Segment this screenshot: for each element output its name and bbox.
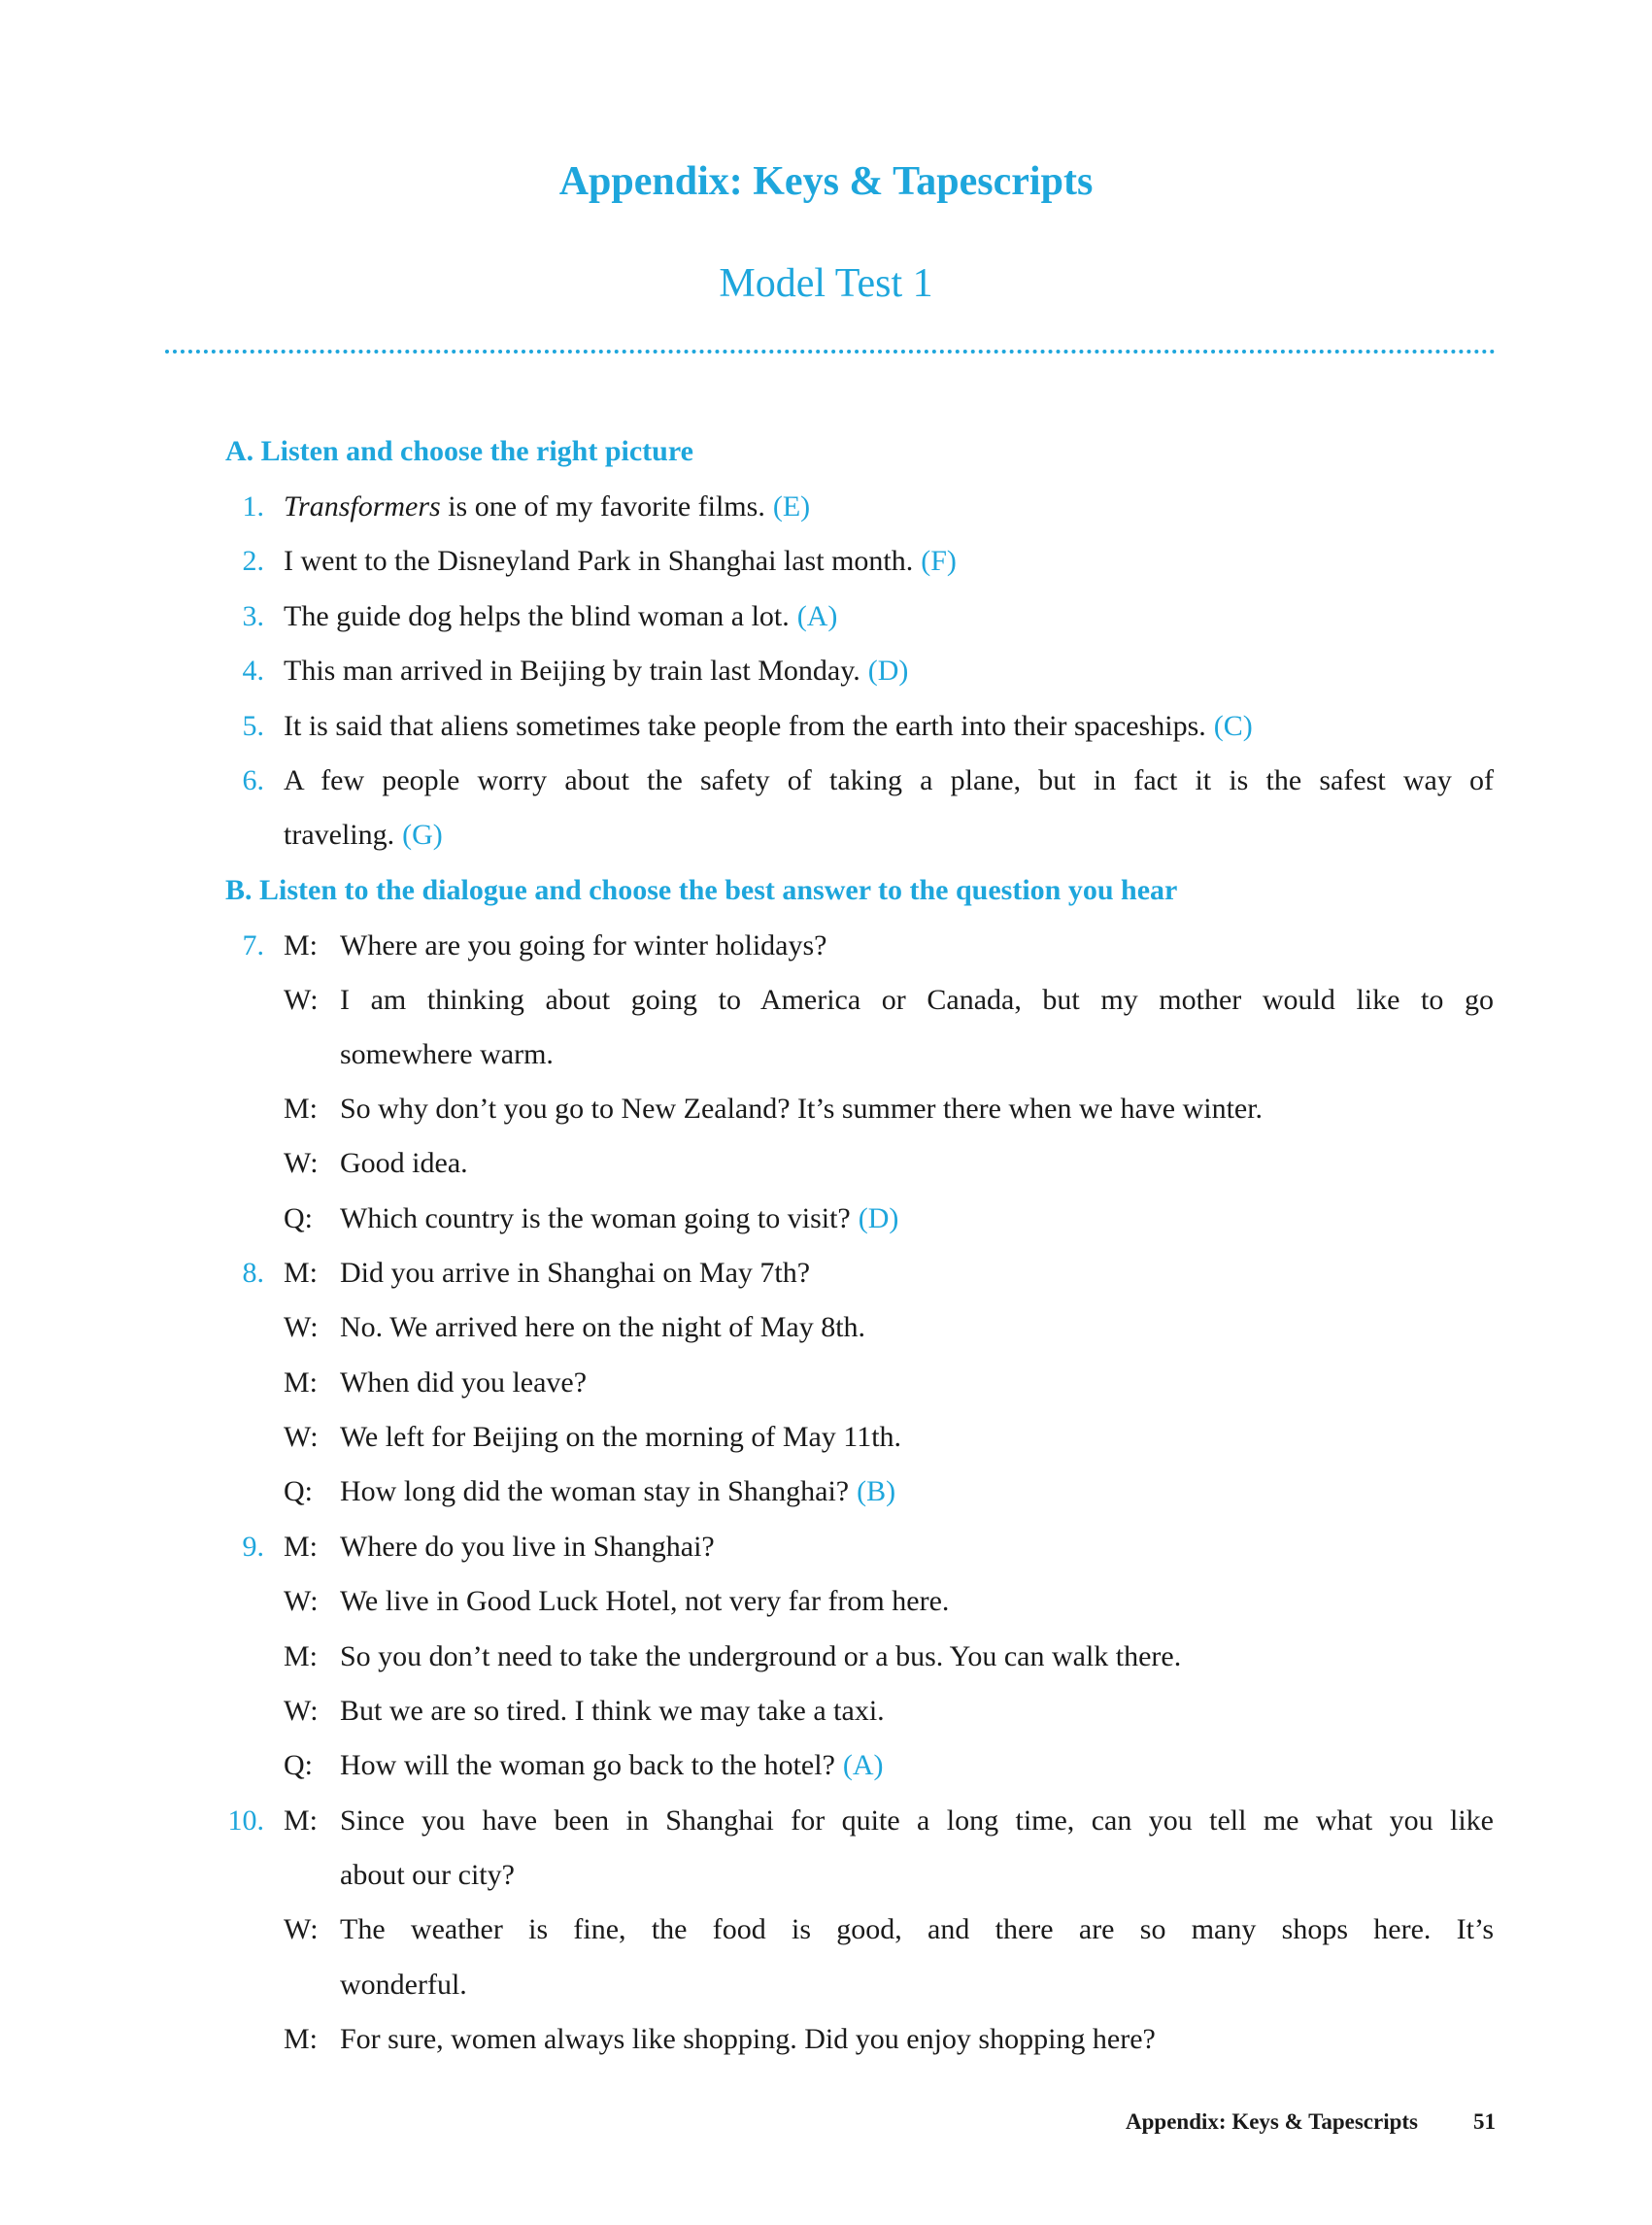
list-item <box>0 647 1652 695</box>
speaker-label: M: <box>284 1257 319 1289</box>
speaker-label: Q: <box>284 1475 313 1507</box>
item-text: Transformers is one of my favorite films. (E) <box>284 490 811 523</box>
item-text: The guide dog helps the blind woman a lot. (A) <box>284 600 838 632</box>
item-number: 1. <box>242 490 264 523</box>
item-text: It is said that aliens sometimes take people from the earth into their spaceships. (C) <box>284 710 1253 742</box>
question-line: Q: Which country is the woman going to visit? (D) <box>0 1195 1652 1243</box>
answer-key: (E) <box>772 490 811 523</box>
list-item <box>0 757 1652 805</box>
speaker-label: M: <box>284 2023 319 2055</box>
list-item <box>0 483 1652 531</box>
dialogue-line: 8. M: Did you arrive in Shanghai on May 7th? <box>0 1249 1652 1298</box>
answer-key: (D) <box>867 655 909 687</box>
list-item <box>0 592 1652 641</box>
page-title: Appendix: Keys & Tapescripts <box>558 159 1094 204</box>
item-number: 3. <box>242 600 264 632</box>
item-number: 10. <box>227 1804 264 1837</box>
item-text: A few people worry about the safety of taking a plane, but in fact it is the safest way of <box>284 764 1494 796</box>
item-number: 9. <box>242 1531 264 1563</box>
list-item <box>0 537 1652 586</box>
speaker-label: W: <box>284 984 319 1016</box>
speaker-label: W: <box>284 1311 319 1343</box>
speaker-label: W: <box>284 1585 319 1617</box>
dialogue-line: 7. M: Where are you going for winter holidays? <box>0 922 1652 970</box>
answer-key: (A) <box>796 600 838 632</box>
question-line: Q: How will the woman go back to the hotel? (A) <box>0 1741 1652 1790</box>
speaker-label: M: <box>284 1640 319 1672</box>
answer-key: (A) <box>842 1749 884 1781</box>
section-a-heading: A. Listen and choose the right picture <box>225 435 693 467</box>
answer-key: (G) <box>402 819 443 851</box>
answer-key: (C) <box>1213 710 1253 742</box>
item-number: 5. <box>242 710 264 742</box>
answer-key: (F) <box>921 545 957 577</box>
dialogue-line-continuation: about our city? <box>340 1859 515 1891</box>
speaker-label: M: <box>284 1804 319 1837</box>
section-b-heading: B. Listen to the dialogue and choose the best answer to the question you hear <box>225 874 1178 906</box>
footer-title: Appendix: Keys & Tapescripts <box>1126 2109 1418 2134</box>
speaker-label: M: <box>284 929 319 961</box>
speaker-label: W: <box>284 1147 319 1179</box>
item-text: traveling. (G) <box>284 819 443 851</box>
speaker-label: Q: <box>284 1202 313 1234</box>
dotted-divider <box>165 350 1496 354</box>
list-item-continuation <box>0 811 1652 860</box>
dialogue-line: W: We left for Beijing on the morning of May 11th. <box>0 1413 1652 1462</box>
dialogue-line: M: So you don’t need to take the underground or a bus. You can walk there. <box>0 1633 1652 1681</box>
speaker-label: W: <box>284 1421 319 1453</box>
page-footer <box>971 2103 1496 2141</box>
speaker-label: M: <box>284 1093 319 1125</box>
list-item <box>0 702 1652 751</box>
speaker-label: W: <box>284 1695 319 1727</box>
dialogue-line: W: But we are so tired. I think we may take a taxi. <box>0 1687 1652 1736</box>
dialogue-line: W: No. We arrived here on the night of May 8th. <box>0 1303 1652 1352</box>
dialogue-line: W: Good idea. <box>0 1139 1652 1188</box>
question-line: Q: How long did the woman stay in Shanghai? (B) <box>0 1467 1652 1516</box>
dialogue-line: M: For sure, women always like shopping. Did you enjoy shopping here? <box>0 2015 1652 2064</box>
page-number: 51 <box>1473 2109 1496 2134</box>
dialogue-line: M: When did you leave? <box>0 1359 1652 1407</box>
dialogue-line-continuation: somewhere warm. <box>340 1038 554 1070</box>
answer-key: (D) <box>858 1202 899 1234</box>
item-number: 7. <box>242 929 264 961</box>
speaker-label: W: <box>284 1913 319 1945</box>
speaker-label: M: <box>284 1366 319 1399</box>
dialogue-line: 9. M: Where do you live in Shanghai? <box>0 1523 1652 1571</box>
film-title: Transformers <box>284 490 441 523</box>
dialogue-line: W: The weather is fine, the food is good, and there are so many shops here. It’s <box>0 1905 1652 1954</box>
dialogue-line: M: So why don’t you go to New Zealand? It’s summer there when we have winter. <box>0 1085 1652 1133</box>
dialogue-line-continuation: wonderful. <box>340 1969 467 2001</box>
item-text: I went to the Disneyland Park in Shanghai last month. (F) <box>284 545 957 577</box>
item-text: This man arrived in Beijing by train last Monday. (D) <box>284 655 909 687</box>
dialogue-line: W: We live in Good Luck Hotel, not very far from here. <box>0 1577 1652 1626</box>
item-number: 2. <box>242 545 264 577</box>
speaker-label: M: <box>284 1531 319 1563</box>
item-number: 4. <box>242 655 264 687</box>
speaker-label: Q: <box>284 1749 313 1781</box>
dialogue-line: W: I am thinking about going to America or Canada, but my mother would like to go <box>0 976 1652 1025</box>
answer-key: (B) <box>857 1475 896 1507</box>
page-subtitle: Model Test 1 <box>719 261 933 306</box>
item-number: 6. <box>242 764 264 796</box>
item-number: 8. <box>242 1257 264 1289</box>
dialogue-line: 10. M: Since you have been in Shanghai for quite a long time, can you tell me what you like <box>0 1797 1652 1845</box>
